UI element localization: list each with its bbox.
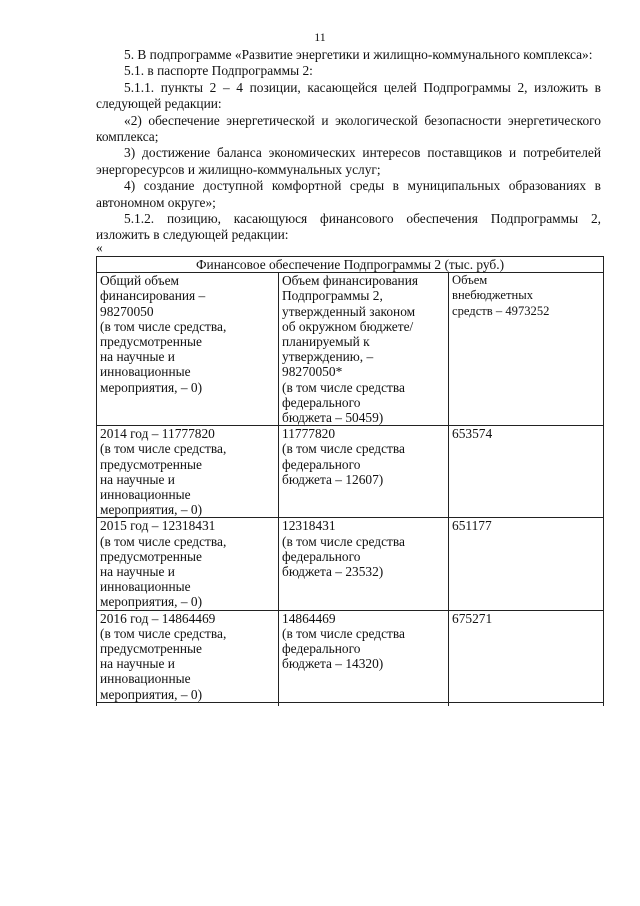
cell-line: 651177	[452, 518, 492, 534]
paragraph-item-4: 4) создание доступной комфортной среды в муниципальных образованиях в автономном округе»;	[96, 178, 601, 210]
cell-line: инновационные	[100, 487, 191, 503]
cell-line: предусмотренные	[100, 334, 202, 350]
cell-line: инновационные	[100, 671, 191, 687]
cell-line: (в том числе средства,	[100, 441, 227, 457]
paragraph-5: 5. В подпрограмме «Развитие энергетики и жилищно-коммунального комплекса»:	[124, 47, 593, 62]
header-total-cell	[97, 273, 279, 426]
cell-line: утверждению, –	[282, 349, 374, 365]
paragraph-item-3: 3) достижение баланса экономических интересов поставщиков и потребителей энергоресурсов и жилищно-коммунальных услуг;	[96, 145, 601, 177]
cell-line: бюджета – 23532)	[282, 564, 384, 580]
cell-line: (в том числе средства,	[100, 625, 227, 641]
cell-line: бюджета – 14320)	[282, 656, 384, 672]
table-caption-row	[97, 257, 604, 273]
cell-line: Общий объем	[100, 273, 179, 289]
financing-table	[96, 256, 604, 734]
paragraph-5-1: 5.1. в паспорте Подпрограммы 2:	[124, 63, 313, 79]
cell-line: (в том числе средства,	[100, 533, 227, 549]
cell-line: 12318431	[282, 518, 336, 534]
cell-line: предусмотренные	[100, 548, 202, 564]
cell-line: мероприятия, – 0)	[100, 686, 203, 702]
cell-line: 2015 год – 12318431	[100, 518, 216, 534]
cell-line: 675271	[452, 610, 493, 626]
paragraph-5-1-1: 5.1.1. пункты 2 – 4 позиции, касающейся целей Подпрограммы 2, изложить в следующей редакции:	[96, 79, 601, 112]
cell-line: средств – 4973252	[452, 303, 550, 318]
cell-line: (в том числе средства	[282, 379, 405, 395]
table-row	[97, 518, 604, 610]
table-row	[97, 610, 604, 702]
cell-line: федерального	[282, 548, 361, 564]
cell-line: Объем	[452, 273, 488, 288]
cell-line: предусмотренные	[100, 456, 202, 472]
cell-line: об окружном бюджете/	[282, 318, 414, 334]
row-extrabudget-cell	[449, 426, 604, 518]
cell-line: мероприятия, – 0)	[100, 502, 203, 518]
open-quote: «	[96, 240, 103, 255]
row-extrabudget-cell	[449, 518, 604, 610]
cell-line: мероприятия, – 0)	[100, 379, 203, 395]
cell-line: бюджета – 50459)	[282, 410, 384, 426]
cell-line: инновационные	[100, 579, 191, 595]
cell-line: федерального	[282, 394, 361, 410]
header-extrabudget-cell	[449, 273, 604, 426]
cell-line: на научные и	[100, 656, 175, 672]
row-year-cell	[97, 518, 279, 610]
cell-line: внебюджетных	[452, 288, 533, 303]
paragraph-item-2: «2) обеспечение энергетической и экологической безопасности энергетического комплекса;	[96, 112, 601, 145]
table-caption: Финансовое обеспечение Подпрограммы 2 (тыс. руб.)	[97, 257, 604, 273]
row-extrabudget-cell	[449, 610, 604, 702]
table-body	[97, 273, 604, 734]
cell-line: федерального	[282, 456, 361, 472]
row-budget-cell	[279, 610, 449, 702]
table-row	[97, 426, 604, 518]
financing-table-wrap	[96, 256, 603, 734]
cell-line: предусмотренные	[100, 641, 202, 657]
cell-line: (в том числе средства	[282, 533, 405, 549]
cell-line: 11777820	[282, 426, 336, 442]
cell-line: 2016 год – 14864469	[100, 610, 216, 626]
cell-line: на научные и	[100, 564, 175, 580]
cell-line: 2014 год – 11777820	[100, 426, 215, 442]
paragraph-5-1-2: 5.1.2. позицию, касающуюся финансового обеспечения Подпрограммы 2, изложить в следующей редакции:	[96, 211, 601, 243]
cell-line: (в том числе средства	[282, 625, 405, 641]
cell-line: Подпрограммы 2,	[282, 288, 383, 304]
cell-line: 14864469	[282, 610, 336, 626]
cell-line: федерального	[282, 641, 361, 657]
row-budget-cell	[279, 426, 449, 518]
cell-line: на научные и	[100, 471, 175, 487]
cell-line: планируемый к	[282, 334, 370, 350]
cell-line: на научные и	[100, 349, 175, 365]
cell-line: бюджета – 12607)	[282, 471, 384, 487]
cell-line: (в том числе средства	[282, 441, 405, 457]
cell-line: финансирования –	[100, 288, 206, 304]
table-header-row	[97, 273, 604, 426]
cell-line: мероприятия, – 0)	[100, 594, 203, 610]
row-year-cell	[97, 426, 279, 518]
cell-line: утвержденный законом	[282, 303, 416, 319]
cell-line: 98270050	[100, 303, 154, 319]
cell-line: 653574	[452, 426, 493, 442]
header-budget-cell	[279, 273, 449, 426]
row-year-cell	[97, 610, 279, 702]
cell-line: Объем финансирования	[282, 273, 419, 289]
cell-line: (в том числе средства,	[100, 318, 227, 334]
cell-line: 98270050*	[282, 364, 343, 380]
row-budget-cell	[279, 518, 449, 610]
body-text	[96, 47, 601, 244]
page-number: 11	[314, 30, 326, 44]
page-blank-area	[90, 706, 610, 906]
cell-line: инновационные	[100, 364, 191, 380]
